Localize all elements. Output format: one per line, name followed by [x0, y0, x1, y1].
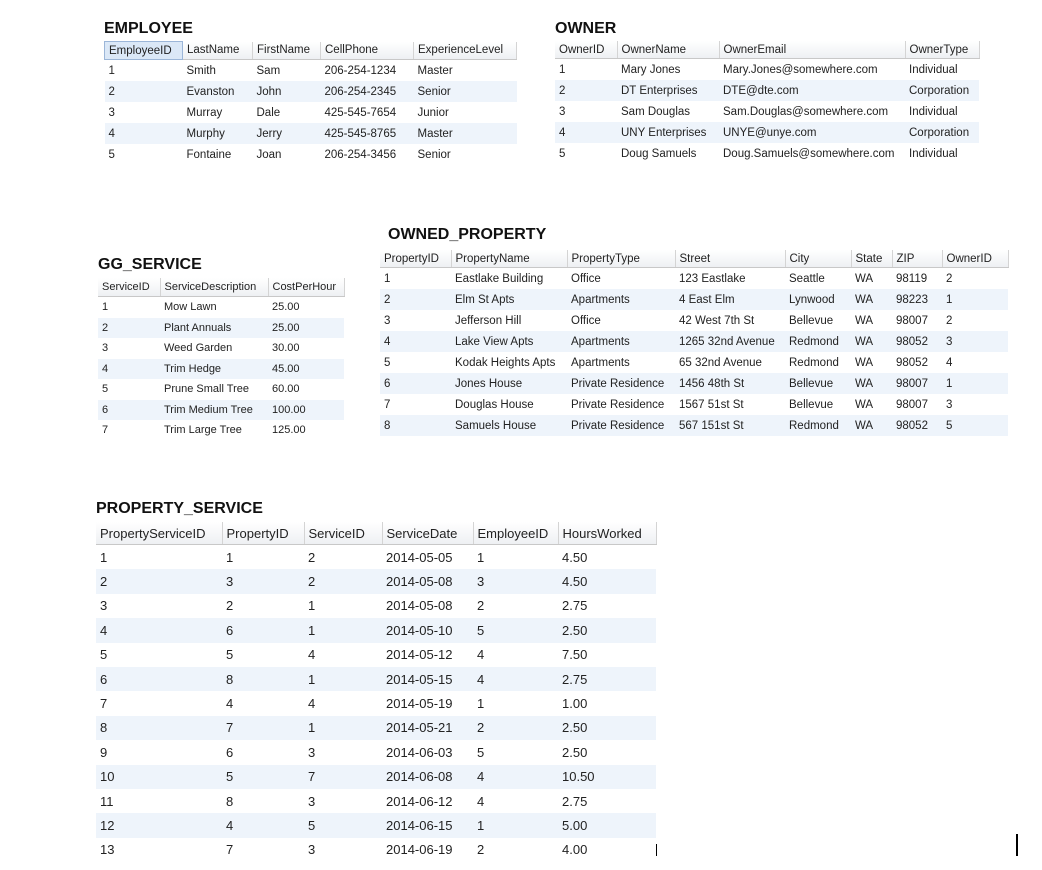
cell-serviceid[interactable]: 3: [308, 793, 316, 809]
cell-serviceid[interactable]: 3: [308, 744, 316, 760]
cell-firstname[interactable]: Jerry: [253, 123, 321, 144]
cell-employeeid[interactable]: 2: [477, 598, 485, 614]
column-header-ownerid[interactable]: OwnerID: [942, 250, 1008, 268]
cell-hoursworked[interactable]: 2.50: [558, 618, 656, 642]
cell-serviceid[interactable]: 3: [102, 342, 109, 355]
owned-property-table: [380, 250, 1009, 436]
cell-servicedescription[interactable]: Trim Large Tree: [164, 424, 242, 437]
owner-title: OWNER: [555, 20, 617, 37]
cell-costperhour[interactable]: 100.00: [268, 400, 344, 421]
column-header-employeeid[interactable]: EmployeeID: [105, 42, 183, 60]
cell-serviceid[interactable]: 6: [98, 400, 160, 421]
column-header-state[interactable]: State: [851, 250, 892, 268]
cell-propertyid[interactable]: 1: [226, 549, 234, 565]
cell-propertyid[interactable]: 7: [226, 842, 234, 858]
table-row[interactable]: [105, 144, 517, 165]
cell-servicedescription[interactable]: Plant Annuals: [160, 318, 268, 339]
cell-servicedate[interactable]: 2014-06-08: [382, 765, 473, 789]
property-service-header-row: [96, 522, 656, 545]
cell-serviceid[interactable]: 1: [102, 301, 109, 314]
cell-propertyname[interactable]: Samuels House: [451, 415, 567, 436]
cell-propertytype[interactable]: Private Residence: [571, 398, 665, 411]
cell-propertyid[interactable]: 5: [226, 647, 234, 663]
cell-propertytype[interactable]: Private Residence: [567, 373, 675, 394]
cell-propertytype[interactable]: Apartments: [571, 356, 630, 369]
cell-costperhour[interactable]: 25.00: [268, 318, 344, 339]
cell-propertyname[interactable]: Jefferson Hill: [455, 314, 522, 327]
cell-employeeid[interactable]: 4: [477, 647, 485, 663]
cell-firstname[interactable]: Dale: [256, 106, 281, 119]
owner-table: [555, 41, 980, 164]
column-header-servicedescription[interactable]: ServiceDescription: [160, 278, 268, 297]
cell-servicedate[interactable]: 2014-05-15: [382, 667, 473, 691]
cell-propertyid[interactable]: 4: [222, 813, 304, 837]
owner-header-row: [555, 41, 979, 59]
cell-propertytype[interactable]: Office: [571, 314, 601, 327]
cell-lastname[interactable]: Smith: [186, 64, 216, 77]
cell-servicedescription[interactable]: Trim Hedge: [160, 359, 268, 380]
cell-serviceid[interactable]: 4: [308, 647, 316, 663]
cell-employeeid[interactable]: 2: [473, 716, 558, 740]
table-row[interactable]: [555, 101, 979, 122]
cell-zip[interactable]: 98119: [896, 272, 928, 285]
cell-city[interactable]: Lynwood: [785, 289, 851, 310]
cell-propertytype[interactable]: Apartments: [567, 331, 675, 352]
cell-employeeid[interactable]: 4: [105, 123, 183, 144]
column-header-city[interactable]: City: [785, 250, 851, 268]
cell-state[interactable]: WA: [851, 331, 892, 352]
cell-hoursworked[interactable]: 2.75: [558, 667, 656, 691]
cell-propertyid[interactable]: 5: [222, 765, 304, 789]
cell-servicedate[interactable]: 2014-05-12: [386, 647, 453, 663]
cell-city[interactable]: Bellevue: [785, 373, 851, 394]
table-row[interactable]: [96, 716, 656, 740]
cell-serviceid[interactable]: 7: [304, 765, 382, 789]
table-row[interactable]: [105, 60, 517, 82]
table-row[interactable]: [96, 618, 656, 642]
cell-state[interactable]: WA: [855, 314, 874, 327]
cell-hoursworked[interactable]: 2.50: [558, 716, 656, 740]
cell-employeeid[interactable]: 1: [477, 549, 485, 565]
cell-propertyname[interactable]: Douglas House: [455, 398, 534, 411]
column-header-employeeid[interactable]: EmployeeID: [473, 522, 558, 545]
column-header-propertyid[interactable]: PropertyID: [380, 250, 451, 268]
cell-propertyserviceid[interactable]: 9: [100, 744, 108, 760]
cell-servicedate[interactable]: 2014-05-19: [386, 696, 453, 712]
cell-hoursworked[interactable]: 4.50: [558, 569, 656, 593]
column-header-propertyserviceid[interactable]: PropertyServiceID: [96, 522, 222, 545]
cell-propertyserviceid[interactable]: 11: [100, 793, 114, 809]
cell-zip[interactable]: 98052: [896, 356, 928, 369]
table-row[interactable]: [380, 394, 1008, 415]
table-row[interactable]: [555, 59, 979, 81]
cell-propertyserviceid[interactable]: 3: [100, 598, 108, 614]
cell-serviceid[interactable]: 1: [304, 667, 382, 691]
cell-experiencelevel[interactable]: Junior: [417, 106, 449, 119]
column-header-street[interactable]: Street: [675, 250, 785, 268]
cell-propertyname[interactable]: Eastlake Building: [455, 272, 544, 285]
cell-experiencelevel[interactable]: Senior: [417, 148, 451, 161]
cell-state[interactable]: WA: [855, 398, 874, 411]
cell-zip[interactable]: 98052: [892, 331, 942, 352]
cell-cellphone[interactable]: 425-545-7654: [324, 106, 397, 119]
cell-propertyname[interactable]: Elm St Apts: [451, 289, 567, 310]
cell-hoursworked[interactable]: 1.00: [562, 696, 588, 712]
cell-lastname[interactable]: Murphy: [183, 123, 253, 144]
table-row[interactable]: [555, 80, 979, 101]
cell-employeeid[interactable]: 1: [473, 813, 558, 837]
cell-propertyserviceid[interactable]: 1: [100, 549, 108, 565]
cell-servicedate[interactable]: 2014-06-19: [386, 842, 453, 858]
table-row[interactable]: [555, 122, 979, 143]
cell-city[interactable]: Seattle: [789, 272, 825, 285]
cell-propertyserviceid[interactable]: 4: [96, 618, 222, 642]
column-header-ownername[interactable]: OwnerName: [617, 41, 719, 59]
cell-state[interactable]: WA: [851, 373, 892, 394]
column-header-owneremail[interactable]: OwnerEmail: [719, 41, 905, 59]
employee-section: [104, 20, 517, 165]
table-row[interactable]: [96, 594, 656, 618]
cell-street[interactable]: 65 32nd Avenue: [679, 356, 762, 369]
cell-propertyid[interactable]: 3: [384, 314, 391, 327]
property-service-table: [96, 522, 657, 862]
cell-ownerid[interactable]: 3: [942, 331, 1008, 352]
table-row[interactable]: [96, 813, 656, 837]
cell-propertyid[interactable]: 6: [222, 618, 304, 642]
cell-ownertype[interactable]: Individual: [909, 147, 958, 160]
gg-service-title: GG_SERVICE: [98, 256, 202, 273]
table-row[interactable]: [96, 667, 656, 691]
cell-employeeid[interactable]: 1: [108, 64, 115, 77]
column-header-servicedate[interactable]: ServiceDate: [382, 522, 473, 545]
cell-servicedate[interactable]: 2014-05-05: [386, 549, 453, 565]
cell-propertyid[interactable]: 8: [380, 415, 451, 436]
cell-street[interactable]: 567 151st St: [675, 415, 785, 436]
cell-employeeid[interactable]: 5: [108, 148, 115, 161]
employee-header-row: [105, 42, 517, 60]
cell-propertyserviceid[interactable]: 10: [96, 765, 222, 789]
cell-propertyid[interactable]: 7: [222, 716, 304, 740]
cell-servicedescription[interactable]: Mow Lawn: [164, 301, 217, 314]
cell-servicedate[interactable]: 2014-06-03: [386, 744, 453, 760]
cell-propertytype[interactable]: Apartments: [567, 289, 675, 310]
cell-propertyid[interactable]: 2: [380, 289, 451, 310]
cell-serviceid[interactable]: 2: [308, 549, 316, 565]
table-row[interactable]: [105, 81, 517, 102]
cell-ownertype[interactable]: Individual: [909, 105, 958, 118]
cell-serviceid[interactable]: 5: [102, 383, 109, 396]
cell-ownerid[interactable]: 3: [559, 105, 566, 118]
column-header-propertyname[interactable]: PropertyName: [451, 250, 567, 268]
cell-ownerid[interactable]: 5: [942, 415, 1008, 436]
cell-owneremail[interactable]: Mary.Jones@somewhere.com: [723, 63, 878, 76]
column-header-propertyid[interactable]: PropertyID: [222, 522, 304, 545]
cell-owneremail[interactable]: Doug.Samuels@somewhere.com: [723, 147, 895, 160]
table-row[interactable]: [380, 352, 1008, 373]
column-header-serviceid[interactable]: ServiceID: [304, 522, 382, 545]
cell-experiencelevel[interactable]: Master: [414, 123, 517, 144]
cell-experiencelevel[interactable]: Senior: [414, 81, 517, 102]
table-row[interactable]: [98, 359, 344, 380]
cell-propertyid[interactable]: 5: [384, 356, 391, 369]
cell-zip[interactable]: 98007: [892, 373, 942, 394]
cell-servicedescription[interactable]: Weed Garden: [164, 342, 233, 355]
cell-city[interactable]: Redmond: [785, 415, 851, 436]
cell-ownertype[interactable]: Corporation: [905, 122, 979, 143]
cell-ownername[interactable]: Mary Jones: [621, 63, 681, 76]
cell-employeeid[interactable]: 4: [473, 667, 558, 691]
cell-firstname[interactable]: Joan: [256, 148, 282, 161]
cell-propertyname[interactable]: Lake View Apts: [451, 331, 567, 352]
owned-property-section: [380, 226, 1009, 436]
cell-propertyname[interactable]: Kodak Heights Apts: [455, 356, 556, 369]
cell-firstname[interactable]: Sam: [256, 64, 281, 77]
cell-zip[interactable]: 98007: [896, 398, 928, 411]
cell-propertyid[interactable]: 6: [226, 744, 234, 760]
table-row[interactable]: [96, 643, 656, 667]
cell-servicedate[interactable]: 2014-05-08: [382, 569, 473, 593]
cell-hoursworked[interactable]: 2.75: [562, 598, 588, 614]
table-row[interactable]: [380, 373, 1008, 394]
cell-propertyserviceid[interactable]: 8: [96, 716, 222, 740]
cell-propertyserviceid[interactable]: 13: [100, 842, 115, 858]
cell-zip[interactable]: 98052: [892, 415, 942, 436]
cell-cellphone[interactable]: 206-254-2345: [321, 81, 414, 102]
cell-hoursworked[interactable]: 2.75: [562, 793, 588, 809]
table-row[interactable]: [96, 765, 656, 789]
table-row[interactable]: [105, 123, 517, 144]
table-row[interactable]: [98, 420, 344, 441]
cell-ownerid[interactable]: 1: [942, 373, 1008, 394]
cell-street[interactable]: 1567 51st St: [679, 398, 744, 411]
owned-property-header-row: [380, 250, 1008, 268]
cell-zip[interactable]: 98007: [896, 314, 928, 327]
table-row[interactable]: [105, 102, 517, 123]
cell-employeeid[interactable]: 2: [477, 842, 485, 858]
column-header-experiencelevel[interactable]: ExperienceLevel: [414, 42, 517, 60]
cell-propertyserviceid[interactable]: 7: [100, 696, 108, 712]
cell-serviceid[interactable]: 1: [304, 618, 382, 642]
cell-ownerid[interactable]: 2: [555, 80, 617, 101]
cell-ownername[interactable]: DT Enterprises: [617, 80, 719, 101]
cell-lastname[interactable]: Evanston: [183, 81, 253, 102]
cell-propertyserviceid[interactable]: 2: [96, 569, 222, 593]
cell-owneremail[interactable]: UNYE@unye.com: [719, 122, 905, 143]
property-service-section: [96, 500, 657, 862]
column-header-cellphone[interactable]: CellPhone: [321, 42, 414, 60]
cell-ownername[interactable]: Sam Douglas: [621, 105, 691, 118]
table-row[interactable]: [380, 289, 1008, 310]
cell-experiencelevel[interactable]: Master: [417, 64, 453, 77]
cell-state[interactable]: WA: [855, 356, 874, 369]
cell-ownerid[interactable]: 4: [946, 356, 953, 369]
cell-costperhour[interactable]: 60.00: [272, 383, 300, 396]
cell-servicedescription[interactable]: Trim Medium Tree: [160, 400, 268, 421]
cell-ownertype[interactable]: Individual: [909, 63, 958, 76]
column-header-propertytype[interactable]: PropertyType: [567, 250, 675, 268]
cell-owneremail[interactable]: Sam.Douglas@somewhere.com: [723, 105, 889, 118]
cell-employeeid[interactable]: 5: [477, 744, 485, 760]
table-row[interactable]: [98, 379, 344, 400]
cell-servicedate[interactable]: 2014-06-12: [386, 793, 453, 809]
cell-street[interactable]: 1265 32nd Avenue: [675, 331, 785, 352]
cell-servicedate[interactable]: 2014-05-21: [382, 716, 473, 740]
column-header-costperhour[interactable]: CostPerHour: [268, 278, 344, 297]
table-row[interactable]: [380, 331, 1008, 352]
table-row[interactable]: [380, 310, 1008, 331]
cell-lastname[interactable]: Murray: [186, 106, 223, 119]
cell-propertyserviceid[interactable]: 6: [96, 667, 222, 691]
column-header-lastname[interactable]: LastName: [183, 42, 253, 60]
cell-lastname[interactable]: Fontaine: [186, 148, 232, 161]
cell-cellphone[interactable]: 206-254-1234: [324, 64, 397, 77]
cell-ownerid[interactable]: 1: [942, 289, 1008, 310]
cell-city[interactable]: Redmond: [785, 331, 851, 352]
cell-propertyid[interactable]: 4: [380, 331, 451, 352]
column-header-firstname[interactable]: FirstName: [253, 42, 321, 60]
cell-hoursworked[interactable]: 5.00: [558, 813, 656, 837]
cell-serviceid[interactable]: 3: [308, 842, 316, 858]
gg-service-table: [98, 278, 345, 441]
cell-propertyid[interactable]: 1: [384, 272, 391, 285]
table-row[interactable]: [96, 545, 656, 570]
cell-cellphone[interactable]: 425-545-8765: [321, 123, 414, 144]
cell-serviceid[interactable]: 1: [304, 716, 382, 740]
cell-ownerid[interactable]: 4: [555, 122, 617, 143]
table-row[interactable]: [96, 740, 656, 764]
cell-street[interactable]: 123 Eastlake: [679, 272, 746, 285]
cell-propertytype[interactable]: Office: [571, 272, 601, 285]
cell-serviceid[interactable]: 4: [308, 696, 316, 712]
cell-employeeid[interactable]: 1: [477, 696, 485, 712]
cell-employeeid[interactable]: 2: [105, 81, 183, 102]
cell-propertytype[interactable]: Private Residence: [567, 415, 675, 436]
cell-propertyid[interactable]: 8: [226, 793, 234, 809]
cell-firstname[interactable]: John: [253, 81, 321, 102]
cell-zip[interactable]: 98223: [892, 289, 942, 310]
employee-title: EMPLOYEE: [104, 20, 193, 37]
cell-employeeid[interactable]: 5: [473, 618, 558, 642]
gg-service-header-row: [98, 278, 344, 297]
cell-propertyserviceid[interactable]: 5: [100, 647, 108, 663]
cell-state[interactable]: WA: [855, 272, 874, 285]
table-row[interactable]: [98, 400, 344, 421]
cell-ownertype[interactable]: Corporation: [905, 80, 979, 101]
table-row[interactable]: [96, 789, 656, 813]
cell-serviceid[interactable]: 4: [98, 359, 160, 380]
table-row[interactable]: [380, 415, 1008, 436]
cell-street[interactable]: 4 East Elm: [675, 289, 785, 310]
cell-city[interactable]: Bellevue: [789, 314, 834, 327]
cell-propertyid[interactable]: 7: [384, 398, 391, 411]
text-cursor: [1016, 834, 1018, 856]
table-row[interactable]: [96, 569, 656, 593]
cell-employeeid[interactable]: 4: [477, 793, 485, 809]
cell-servicedate[interactable]: 2014-06-15: [382, 813, 473, 837]
cell-ownername[interactable]: Doug Samuels: [621, 147, 697, 160]
column-header-ownerid[interactable]: OwnerID: [555, 41, 617, 59]
cell-employeeid[interactable]: 3: [108, 106, 115, 119]
column-header-zip[interactable]: ZIP: [892, 250, 942, 268]
table-row[interactable]: [98, 318, 344, 339]
cell-hoursworked[interactable]: 4.00: [562, 842, 588, 858]
cell-propertyid[interactable]: 2: [226, 598, 234, 614]
owned-property-title: OWNED_PROPERTY: [388, 226, 547, 243]
cell-state[interactable]: WA: [851, 289, 892, 310]
table-row[interactable]: [555, 143, 979, 164]
cell-hoursworked[interactable]: 2.50: [562, 744, 588, 760]
cell-serviceid[interactable]: 2: [98, 318, 160, 339]
cell-city[interactable]: Bellevue: [789, 398, 834, 411]
cell-hoursworked[interactable]: 4.50: [562, 549, 588, 565]
property-service-title: PROPERTY_SERVICE: [96, 500, 263, 517]
table-row[interactable]: [96, 691, 656, 715]
table-row[interactable]: [98, 297, 344, 318]
cell-costperhour[interactable]: 25.00: [272, 301, 300, 314]
cell-servicedate[interactable]: 2014-05-10: [382, 618, 473, 642]
employee-table: [104, 41, 517, 165]
cell-propertyid[interactable]: 3: [222, 569, 304, 593]
cell-servicedescription[interactable]: Prune Small Tree: [164, 383, 249, 396]
cell-hoursworked[interactable]: 10.50: [558, 765, 656, 789]
cell-cellphone[interactable]: 206-254-3456: [324, 148, 397, 161]
cell-ownerid[interactable]: 2: [946, 314, 953, 327]
cell-servicedate[interactable]: 2014-05-08: [386, 598, 453, 614]
cell-ownerid[interactable]: 3: [946, 398, 953, 411]
cell-propertyserviceid[interactable]: 12: [96, 813, 222, 837]
column-header-serviceid[interactable]: ServiceID: [98, 278, 160, 297]
cell-street[interactable]: 1456 48th St: [675, 373, 785, 394]
gg-service-section: [98, 256, 345, 441]
cell-serviceid[interactable]: 1: [308, 598, 316, 614]
cell-street[interactable]: 42 West 7th St: [679, 314, 755, 327]
cell-employeeid[interactable]: 3: [473, 569, 558, 593]
cell-costperhour[interactable]: 125.00: [272, 424, 306, 437]
cell-state[interactable]: WA: [851, 415, 892, 436]
table-row[interactable]: [98, 338, 344, 359]
cell-serviceid[interactable]: 5: [304, 813, 382, 837]
table-row[interactable]: [380, 268, 1008, 290]
column-header-hoursworked[interactable]: HoursWorked: [558, 522, 656, 545]
column-header-ownertype[interactable]: OwnerType: [905, 41, 979, 59]
cell-propertyid[interactable]: 4: [226, 696, 234, 712]
cell-owneremail[interactable]: DTE@dte.com: [719, 80, 905, 101]
cell-serviceid[interactable]: 7: [102, 424, 109, 437]
cell-propertyname[interactable]: Jones House: [451, 373, 567, 394]
owner-section: [555, 20, 980, 164]
cell-ownerid[interactable]: 5: [559, 147, 566, 160]
cell-costperhour[interactable]: 45.00: [268, 359, 344, 380]
cell-ownerid[interactable]: 1: [559, 63, 566, 76]
cell-serviceid[interactable]: 2: [304, 569, 382, 593]
cell-costperhour[interactable]: 30.00: [272, 342, 300, 355]
text-cursor-small: [656, 844, 657, 856]
cell-propertyid[interactable]: 8: [222, 667, 304, 691]
cell-ownername[interactable]: UNY Enterprises: [617, 122, 719, 143]
cell-city[interactable]: Redmond: [789, 356, 839, 369]
cell-ownerid[interactable]: 2: [946, 272, 953, 285]
cell-propertyid[interactable]: 6: [380, 373, 451, 394]
table-row[interactable]: [96, 838, 656, 862]
cell-hoursworked[interactable]: 7.50: [562, 647, 588, 663]
cell-employeeid[interactable]: 4: [473, 765, 558, 789]
